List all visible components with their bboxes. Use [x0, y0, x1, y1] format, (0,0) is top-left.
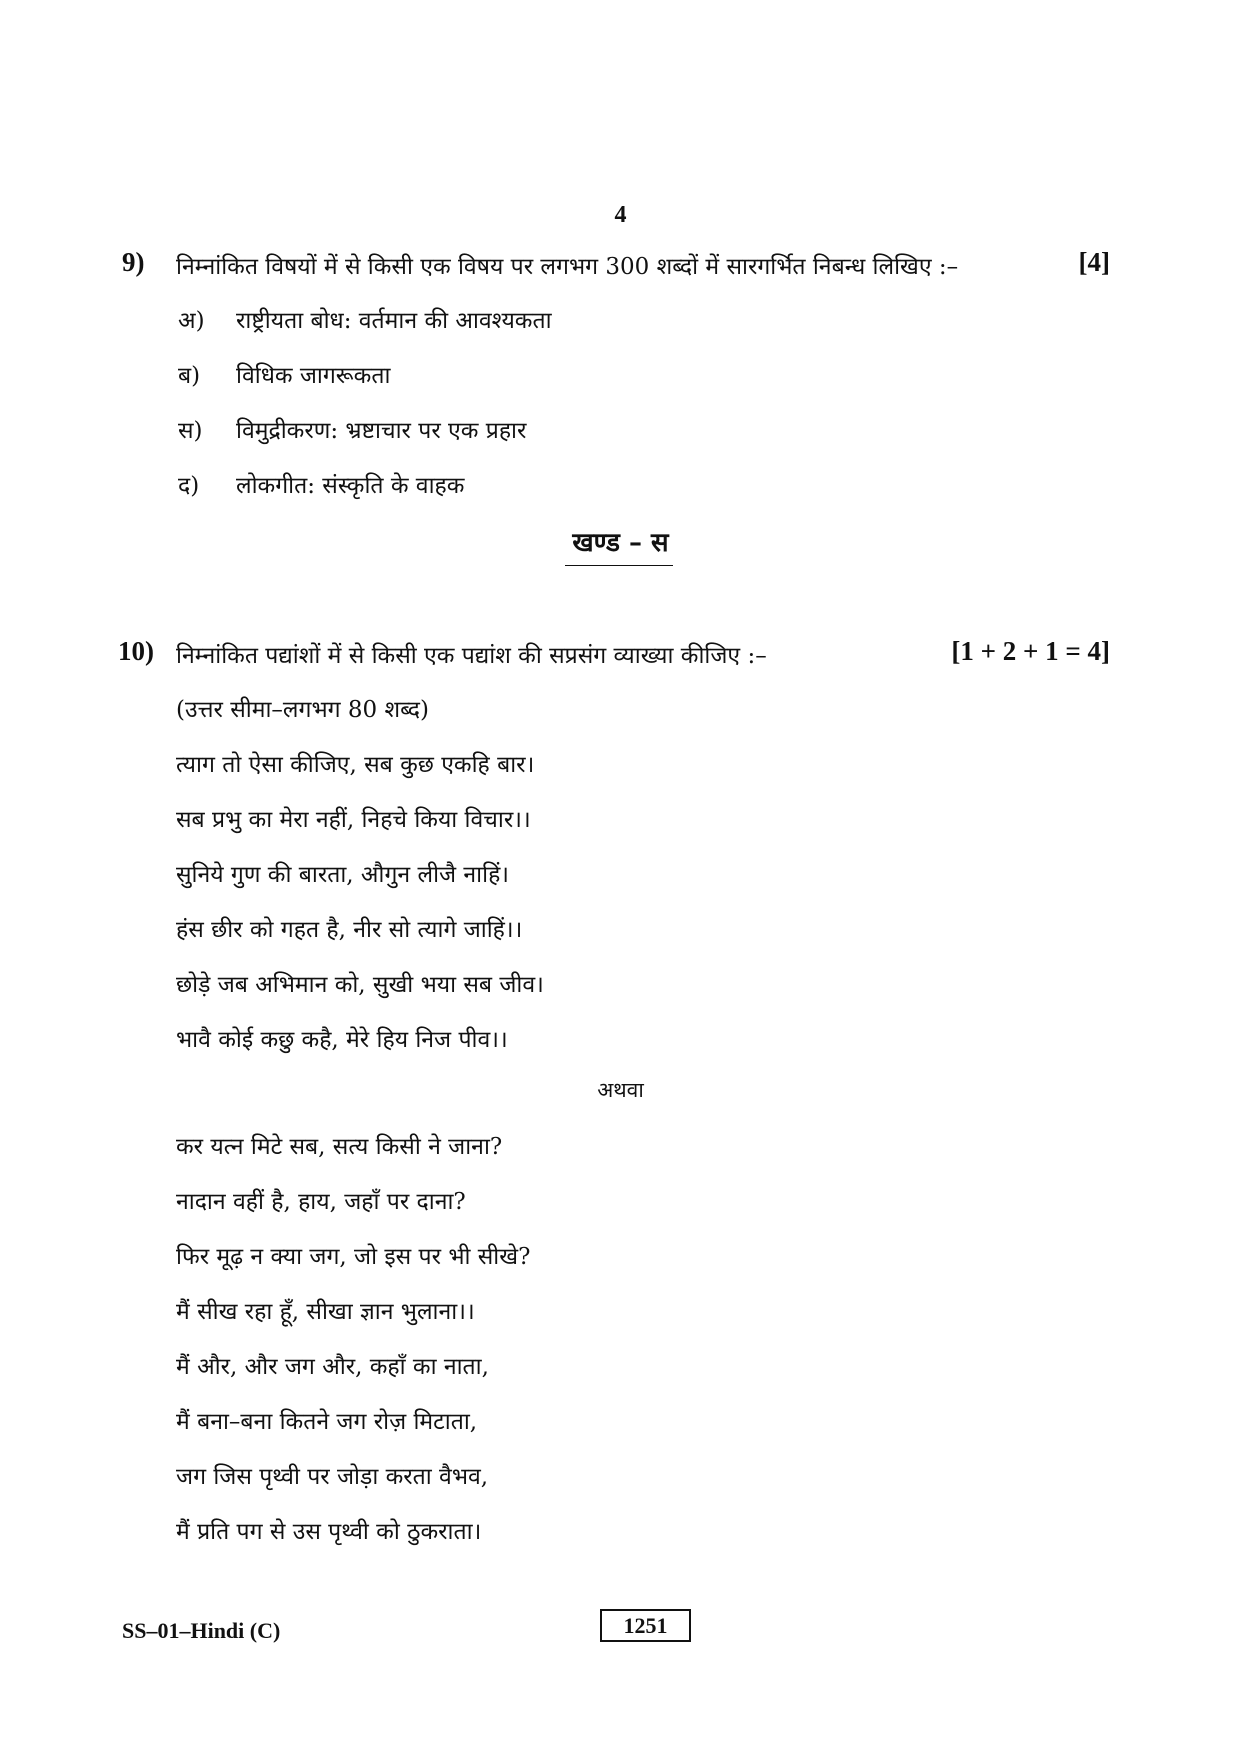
option-text-a: राष्ट्रीयता बोध: वर्तमान की आवश्यकता — [236, 308, 552, 334]
verse-1-line: छोड़े जब अभिमान को, सुखी भया सब जीव। — [176, 972, 544, 998]
section-title: खण्ड – स — [572, 528, 669, 558]
or-label: अथवा — [597, 1078, 644, 1102]
verse-2-line: मैं बना–बना कितने जग रोज़ मिटाता, — [176, 1409, 478, 1435]
option-label-c: स) — [178, 418, 203, 444]
verse-2-line: फिर मूढ़ न क्या जग, जो इस पर भी सीखे? — [176, 1244, 531, 1270]
verse-1-line: सुनिये गुण की बारता, औगुन लीजै नाहिं। — [176, 862, 510, 888]
verse-2-line: कर यत्न मिटे सब, सत्य किसी ने जाना? — [176, 1134, 503, 1160]
verse-2-line: मैं प्रति पग से उस पृथ्वी को ठुकराता। — [176, 1519, 482, 1545]
option-text-c: विमुद्रीकरण: भ्रष्टाचार पर एक प्रहार — [236, 418, 527, 444]
option-text-b: विधिक जागरूकता — [236, 363, 391, 389]
code-box: 1251 — [600, 1609, 691, 1642]
verse-2-line: जग जिस पृथ्वी पर जोड़ा करता वैभव, — [176, 1464, 489, 1490]
paper-code: SS–01–Hindi (C) — [122, 1618, 281, 1643]
verse-2-line: मैं सीख रहा हूँ, सीखा ज्ञान भुलाना।। — [176, 1299, 475, 1325]
question-10-text: निम्नांकित पद्यांशों में से किसी एक पद्यांश की सप्रसंग व्याख्या कीजिए :– — [176, 643, 767, 669]
question-9-number: 9) — [122, 247, 145, 277]
question-9-marks: [4] — [1078, 247, 1110, 277]
verse-2-line: नादान वहीं है, हाय, जहाँ पर दाना? — [176, 1189, 466, 1215]
option-label-b: ब) — [178, 363, 201, 389]
verse-1-line: भावै कोई कछु कहै, मेरे हिय निज पीव।। — [176, 1027, 508, 1053]
question-9-text: निम्नांकित विषयों में से किसी एक विषय पर लगभग 300 शब्दों में सारगर्भित निबन्ध लिखिए :– — [176, 254, 959, 280]
verse-1-line: हंस छीर को गहत है, नीर सो त्यागे जाहिं।। — [176, 917, 523, 943]
option-label-d: द) — [178, 473, 200, 499]
verse-1-line: त्याग तो ऐसा कीजिए, सब कुछ एकहि बार। — [176, 752, 535, 778]
question-10-number: 10) — [118, 636, 154, 666]
question-10-marks: [1 + 2 + 1 = 4] — [951, 636, 1110, 666]
option-label-a: अ) — [178, 308, 205, 334]
answer-limit: (उत्तर सीमा–लगभग 80 शब्द) — [176, 697, 429, 723]
option-text-d: लोकगीत: संस्कृति के वाहक — [236, 473, 465, 499]
section-underline — [565, 565, 673, 566]
page-number: 4 — [614, 202, 627, 228]
verse-2-line: मैं और, और जग और, कहाँ का नाता, — [176, 1354, 489, 1380]
verse-1-line: सब प्रभु का मेरा नहीं, निहचे किया विचार।। — [176, 807, 531, 833]
